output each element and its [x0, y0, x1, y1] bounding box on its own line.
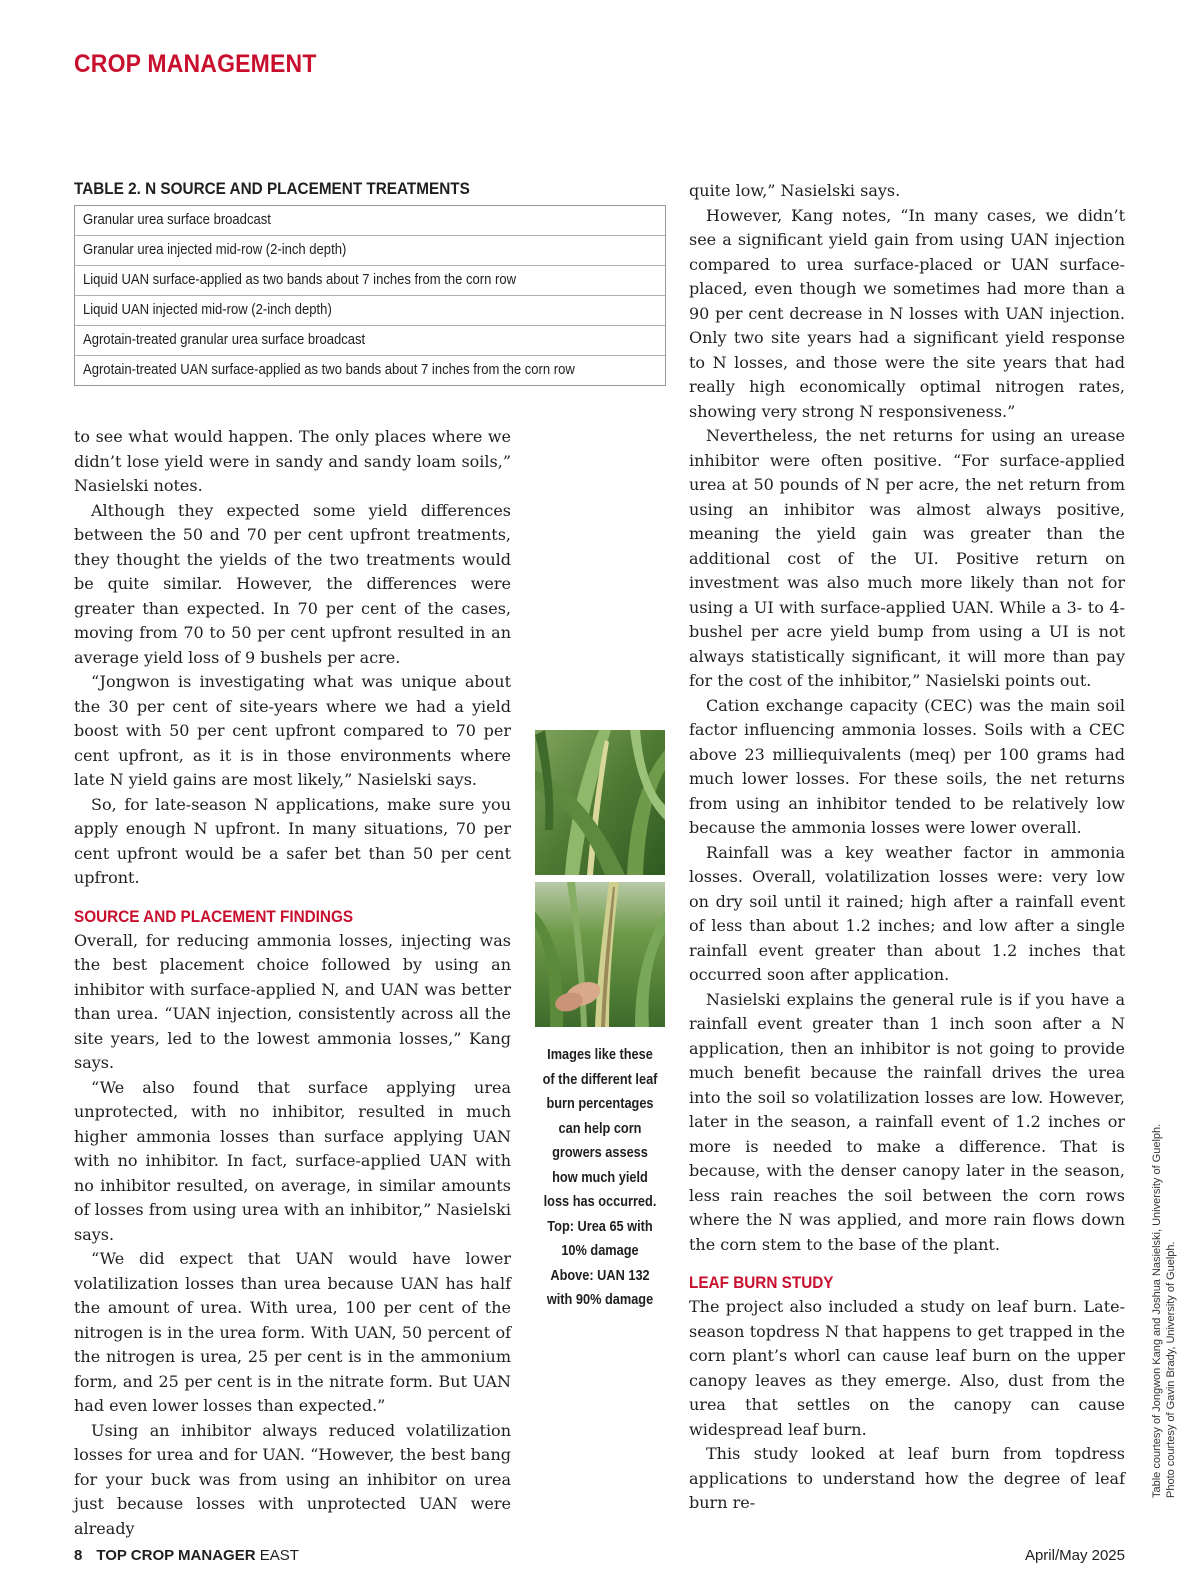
table-row	[75, 356, 665, 385]
paragraph: The project also included a study on leaf burn. Late-season topdress N that happens to get trapped in the corn plant’s whorl can cause leaf burn on the upper canopy leaves as they emerge. Also, dust from the urea that settles on the canopy can cause widespread leaf burn.	[689, 1297, 1125, 1439]
paragraph: Nasielski explains the general rule is if you have a rainfall event greater than 1 inch soon after a N application, then an inhibitor is not going to provide much benefit because the rainfall drives the urea into the soil so volatilization losses are low. However, later in the season, a rainfall event of 1.2 inches or more is needed to make a difference. That is because, with the denser canopy later in the season, less rain reaches the soil between the corn rows where the N was applied, and more rain flows down the corn stem to the base of the plant.	[689, 989, 1125, 1254]
photo-leaf-burn-urea	[535, 730, 665, 875]
table-row	[75, 236, 665, 266]
treatments-table	[74, 205, 666, 386]
section-header: CROP MANAGEMENT	[74, 50, 317, 78]
table-cell: Agrotain-treated UAN surface-applied as two bands about 7 inches from the corn row	[83, 362, 575, 378]
magazine-name: TOP CROP MANAGER	[96, 1547, 256, 1564]
paragraph: Nevertheless, the net returns for using an urease inhibitor were often positive. “For surface-applied urea at 50 pounds of N per acre, the net return from using an inhibitor was almost always positive, meaning the yield gain was greater than the additional cost of the UI. Positive return on investment was also much more likely than not for using a UI with surface-applied UAN. While a 3- to 4-bushel per acre yield bump from using a UI is not always statistically significant, it will more than pay for the cost of the inhibitor,” Nasielski points out.	[689, 426, 1125, 690]
table-row	[75, 326, 665, 356]
page-number: 8	[74, 1547, 83, 1564]
table-cell: Liquid UAN injected mid-row (2-inch depth)	[83, 302, 332, 318]
paragraph: Using an inhibitor always reduced volatilization losses for urea and for UAN. “However, the best bang for your buck was from using an inhibitor on urea just because losses with unprotected UAN were already	[74, 1420, 511, 1538]
photo-caption: Images like these of the different leaf burn percentages can help corn growers assess how much yield loss has occurred. Top: Urea 65 with 10% damage Above: UAN 132 with 90% damage	[542, 1047, 658, 1308]
magazine-edition: EAST	[255, 1547, 299, 1564]
paragraph: Overall, for reducing ammonia losses, injecting was the best placement choice followed by using an inhibitor with surface-applied N, and UAN was better than urea. “UAN injection, consistently across all the site years, led to the lowest ammonia losses,” Kang says.	[74, 930, 511, 1072]
footer-left	[74, 1547, 299, 1564]
table-cell: Granular urea surface broadcast	[83, 212, 271, 228]
paragraph: Although they expected some yield differences between the 50 and 70 per cent upfront treatments, they thought the yields of the two treatments would be quite similar. However, the differences were greater than expected. In 70 per cent of the cases, moving from 70 to 50 per cent upfront resulted in an average yield loss of 9 bushels per acre.	[74, 500, 511, 667]
issue-date: April/May 2025	[1024, 1547, 1125, 1564]
table-cell: Granular urea injected mid-row (2-inch depth)	[83, 242, 347, 258]
subheading-source-placement: SOURCE AND PLACEMENT FINDINGS	[74, 906, 354, 926]
photo-credit	[1150, 1124, 1178, 1498]
paragraph: “We also found that surface applying urea unprotected, with no inhibitor, resulted in much higher ammonia losses than surface applying UAN with no inhibitor. In fact, surface-applied UAN with no inhibitor resulted, on average, in similar amounts of losses from using urea with an inhibitor,” Nasielski says.	[74, 1077, 511, 1244]
paragraph: to see what would happen. The only places where we didn’t lose yield were in sandy and sandy loam soils,” Nasielski notes.	[74, 427, 511, 495]
table-cell: Agrotain-treated granular urea surface broadcast	[83, 332, 366, 348]
table-title: TABLE 2. N SOURCE AND PLACEMENT TREATMENTS	[74, 179, 470, 198]
table-cell: Liquid UAN surface-applied as two bands about 7 inches from the corn row	[83, 272, 517, 288]
table-row	[75, 206, 665, 236]
paragraph: “Jongwon is investigating what was unique about the 30 per cent of site-years where we had a yield boost with 50 per cent upfront compared to 70 per cent upfront, as it is in those environments where late N yield gains are most likely,” Nasielski says.	[74, 672, 511, 789]
table-row	[75, 296, 665, 326]
paragraph: Cation exchange capacity (CEC) was the main soil factor influencing ammonia losses. Soils with a CEC above 23 milliequivalents (meq) per 100 grams had much lower losses. For these soils, the net returns from using an inhibitor tended to be relatively low because the ammonia losses were lower overall.	[689, 695, 1125, 837]
photo-leaf-burn-uan	[535, 882, 665, 1027]
table-row	[75, 266, 665, 296]
subheading-leaf-burn: LEAF BURN STUDY	[689, 1273, 834, 1292]
paragraph: So, for late-season N applications, make sure you apply enough N upfront. In many situations, 70 per cent upfront would be a safer bet than 50 per cent upfront.	[74, 794, 511, 887]
paragraph: However, Kang notes, “In many cases, we didn’t see a significant yield gain from using UAN injection compared to urea surface-placed or UAN surface-placed, even though we sometimes had more than a 90 per cent decrease in N losses with UAN injection. Only two site years had a significant yield response to N losses, and those were the site years that had really high economically optimal nitrogen rates, showing very strong N responsiveness.”	[689, 205, 1125, 421]
left-column	[74, 425, 511, 1541]
paragraph: This study looked at leaf burn from topdress applications to understand how the degree of leaf burn re-	[689, 1444, 1125, 1512]
paragraph: quite low,” Nasielski says.	[689, 181, 901, 200]
credit-line-photo: Photo courtesy of Gavin Brady, University of Guelph.	[1165, 1241, 1177, 1498]
credit-line-table: Table courtesy of Jongwon Kang and Joshua Nasielski, University of Guelph.	[1151, 1123, 1163, 1498]
paragraph: Rainfall was a key weather factor in ammonia losses. Overall, volatilization losses were: very low on dry soil until it rained; high after a rainfall event of less than about 1.2 inches; and low after a single rainfall event greater than about 1.2 inches that occurred soon after application.	[689, 842, 1125, 984]
paragraph: “We did expect that UAN would have lower volatilization losses than urea because UAN has half the amount of urea. With urea, 100 per cent of the nitrogen is in the urea form. With UAN, 50 percent of the nitrogen is urea, 25 per cent is in the ammonium form, and 25 per cent is in the nitrate form. But UAN had even lower losses than expected.”	[74, 1249, 511, 1415]
right-column	[689, 179, 1125, 1516]
